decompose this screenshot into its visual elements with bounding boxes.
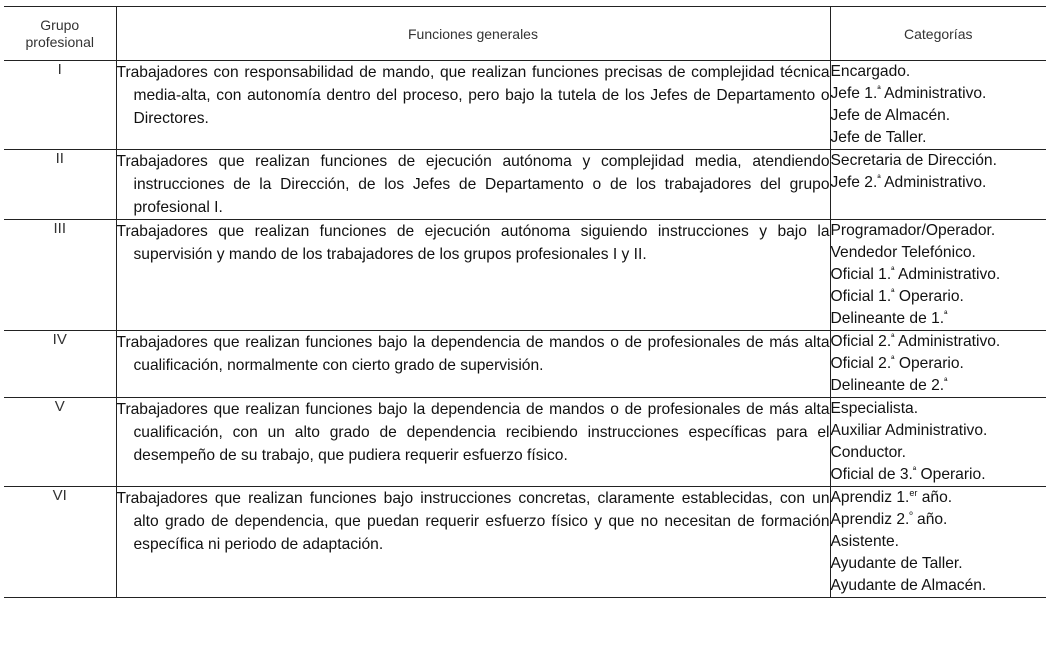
table-row bbox=[4, 61, 1046, 150]
group-cell: IV bbox=[4, 331, 116, 398]
table-row bbox=[4, 220, 1046, 331]
functions-cell bbox=[116, 220, 830, 331]
header-group-line2: profesional bbox=[25, 33, 94, 50]
functions-text: Trabajadores que realizan funciones bajo la dependencia de mandos o de profesionales de más alta cualificación, con un alto grado de dependencia recibiendo instrucciones específicas para el desempeño de su trabajo, que pudiera requerir esfuerzo físico. bbox=[116, 401, 830, 464]
header-categories: Categorías bbox=[830, 7, 1046, 61]
category-item: Aprendiz 2.$^º$ año. bbox=[830, 510, 948, 528]
categories-cell bbox=[830, 220, 1046, 331]
functions-text: Trabajadores con responsabilidad de mando, que realizan funciones precisas de complejidad técnica media-alta, con autonomía dentro del proceso, pero bajo la tutela de los Jefes de Departamento o Directores. bbox=[116, 64, 830, 127]
category-item: Jefe de Almacén. bbox=[830, 107, 951, 124]
category-item: Jefe de Taller. bbox=[830, 129, 927, 146]
functions-cell bbox=[116, 150, 830, 220]
category-item: Auxiliar Administrativo. bbox=[830, 422, 988, 439]
categories-cell bbox=[830, 487, 1046, 598]
category-item: Secretaria de Dirección. bbox=[830, 152, 997, 169]
header-group-line1: Grupo bbox=[40, 16, 80, 33]
category-item: Jefe 2.$^ª$ Administrativo. bbox=[830, 173, 987, 191]
header-group bbox=[4, 7, 116, 61]
category-item: Especialista. bbox=[830, 400, 919, 417]
category-item: Jefe 1.$^ª$ Administrativo. bbox=[830, 84, 987, 102]
professional-groups-table bbox=[4, 6, 1046, 598]
categories-cell bbox=[830, 61, 1046, 150]
category-item: Encargado. bbox=[830, 63, 911, 80]
table-row bbox=[4, 487, 1046, 598]
group-cell: I bbox=[4, 61, 116, 150]
table-row bbox=[4, 150, 1046, 220]
functions-text: Trabajadores que realizan funciones bajo la dependencia de mandos o de profesionales de más alta cualificación, normalmente con cierto grado de supervisión. bbox=[116, 334, 830, 374]
category-item: Oficial 2.$^ª$ Operario. bbox=[830, 354, 964, 372]
category-item: Asistente. bbox=[830, 533, 899, 550]
group-cell: III bbox=[4, 220, 116, 331]
category-item: Ayudante de Almacén. bbox=[830, 577, 987, 594]
categories-cell bbox=[830, 331, 1046, 398]
functions-text: Trabajadores que realizan funciones de ejecución autónoma y complejidad media, atendiendo instrucciones de la Dirección, de los Jefes de Departamento o de los trabajadores del grupo profesional I. bbox=[116, 153, 830, 216]
header-row bbox=[4, 7, 1046, 61]
functions-cell bbox=[116, 487, 830, 598]
group-cell: II bbox=[4, 150, 116, 220]
group-cell: V bbox=[4, 398, 116, 487]
category-item: Oficial 1.$^ª$ Operario. bbox=[830, 287, 964, 305]
category-item: Ayudante de Taller. bbox=[830, 555, 963, 572]
functions-text: Trabajadores que realizan funciones de ejecución autónoma siguiendo instrucciones y bajo la supervisión y mando de los trabajadores de los grupos profesionales I y II. bbox=[116, 223, 830, 263]
category-item: Oficial de 3.$^ª$ Operario. bbox=[830, 465, 986, 483]
category-item: Vendedor Telefónico. bbox=[830, 244, 976, 261]
functions-cell bbox=[116, 398, 830, 487]
category-item: Delineante de 2.$^ª$ bbox=[830, 376, 948, 394]
category-item: Oficial 1.$^ª$ Administrativo. bbox=[830, 265, 1001, 283]
category-item: Programador/Operador. bbox=[830, 222, 996, 239]
category-item: Oficial 2.$^ª$ Administrativo. bbox=[830, 332, 1001, 350]
category-item: Delineante de 1.$^ª$ bbox=[830, 309, 948, 327]
categories-cell bbox=[830, 150, 1046, 220]
group-cell: VI bbox=[4, 487, 116, 598]
category-item: Conductor. bbox=[830, 444, 906, 461]
categories-cell bbox=[830, 398, 1046, 487]
category-item: Aprendiz 1.$^{er}$ año. bbox=[830, 488, 953, 506]
functions-cell bbox=[116, 331, 830, 398]
functions-text: Trabajadores que realizan funciones bajo instrucciones concretas, claramente establecidas, con un alto grado de dependencia, que puedan requerir esfuerzo físico y que no necesitan de formación específica ni periodo de adaptación. bbox=[116, 490, 830, 553]
table-row bbox=[4, 398, 1046, 487]
table-body bbox=[4, 61, 1046, 598]
functions-cell bbox=[116, 61, 830, 150]
header-functions: Funciones generales bbox=[116, 7, 830, 61]
table-row bbox=[4, 331, 1046, 398]
